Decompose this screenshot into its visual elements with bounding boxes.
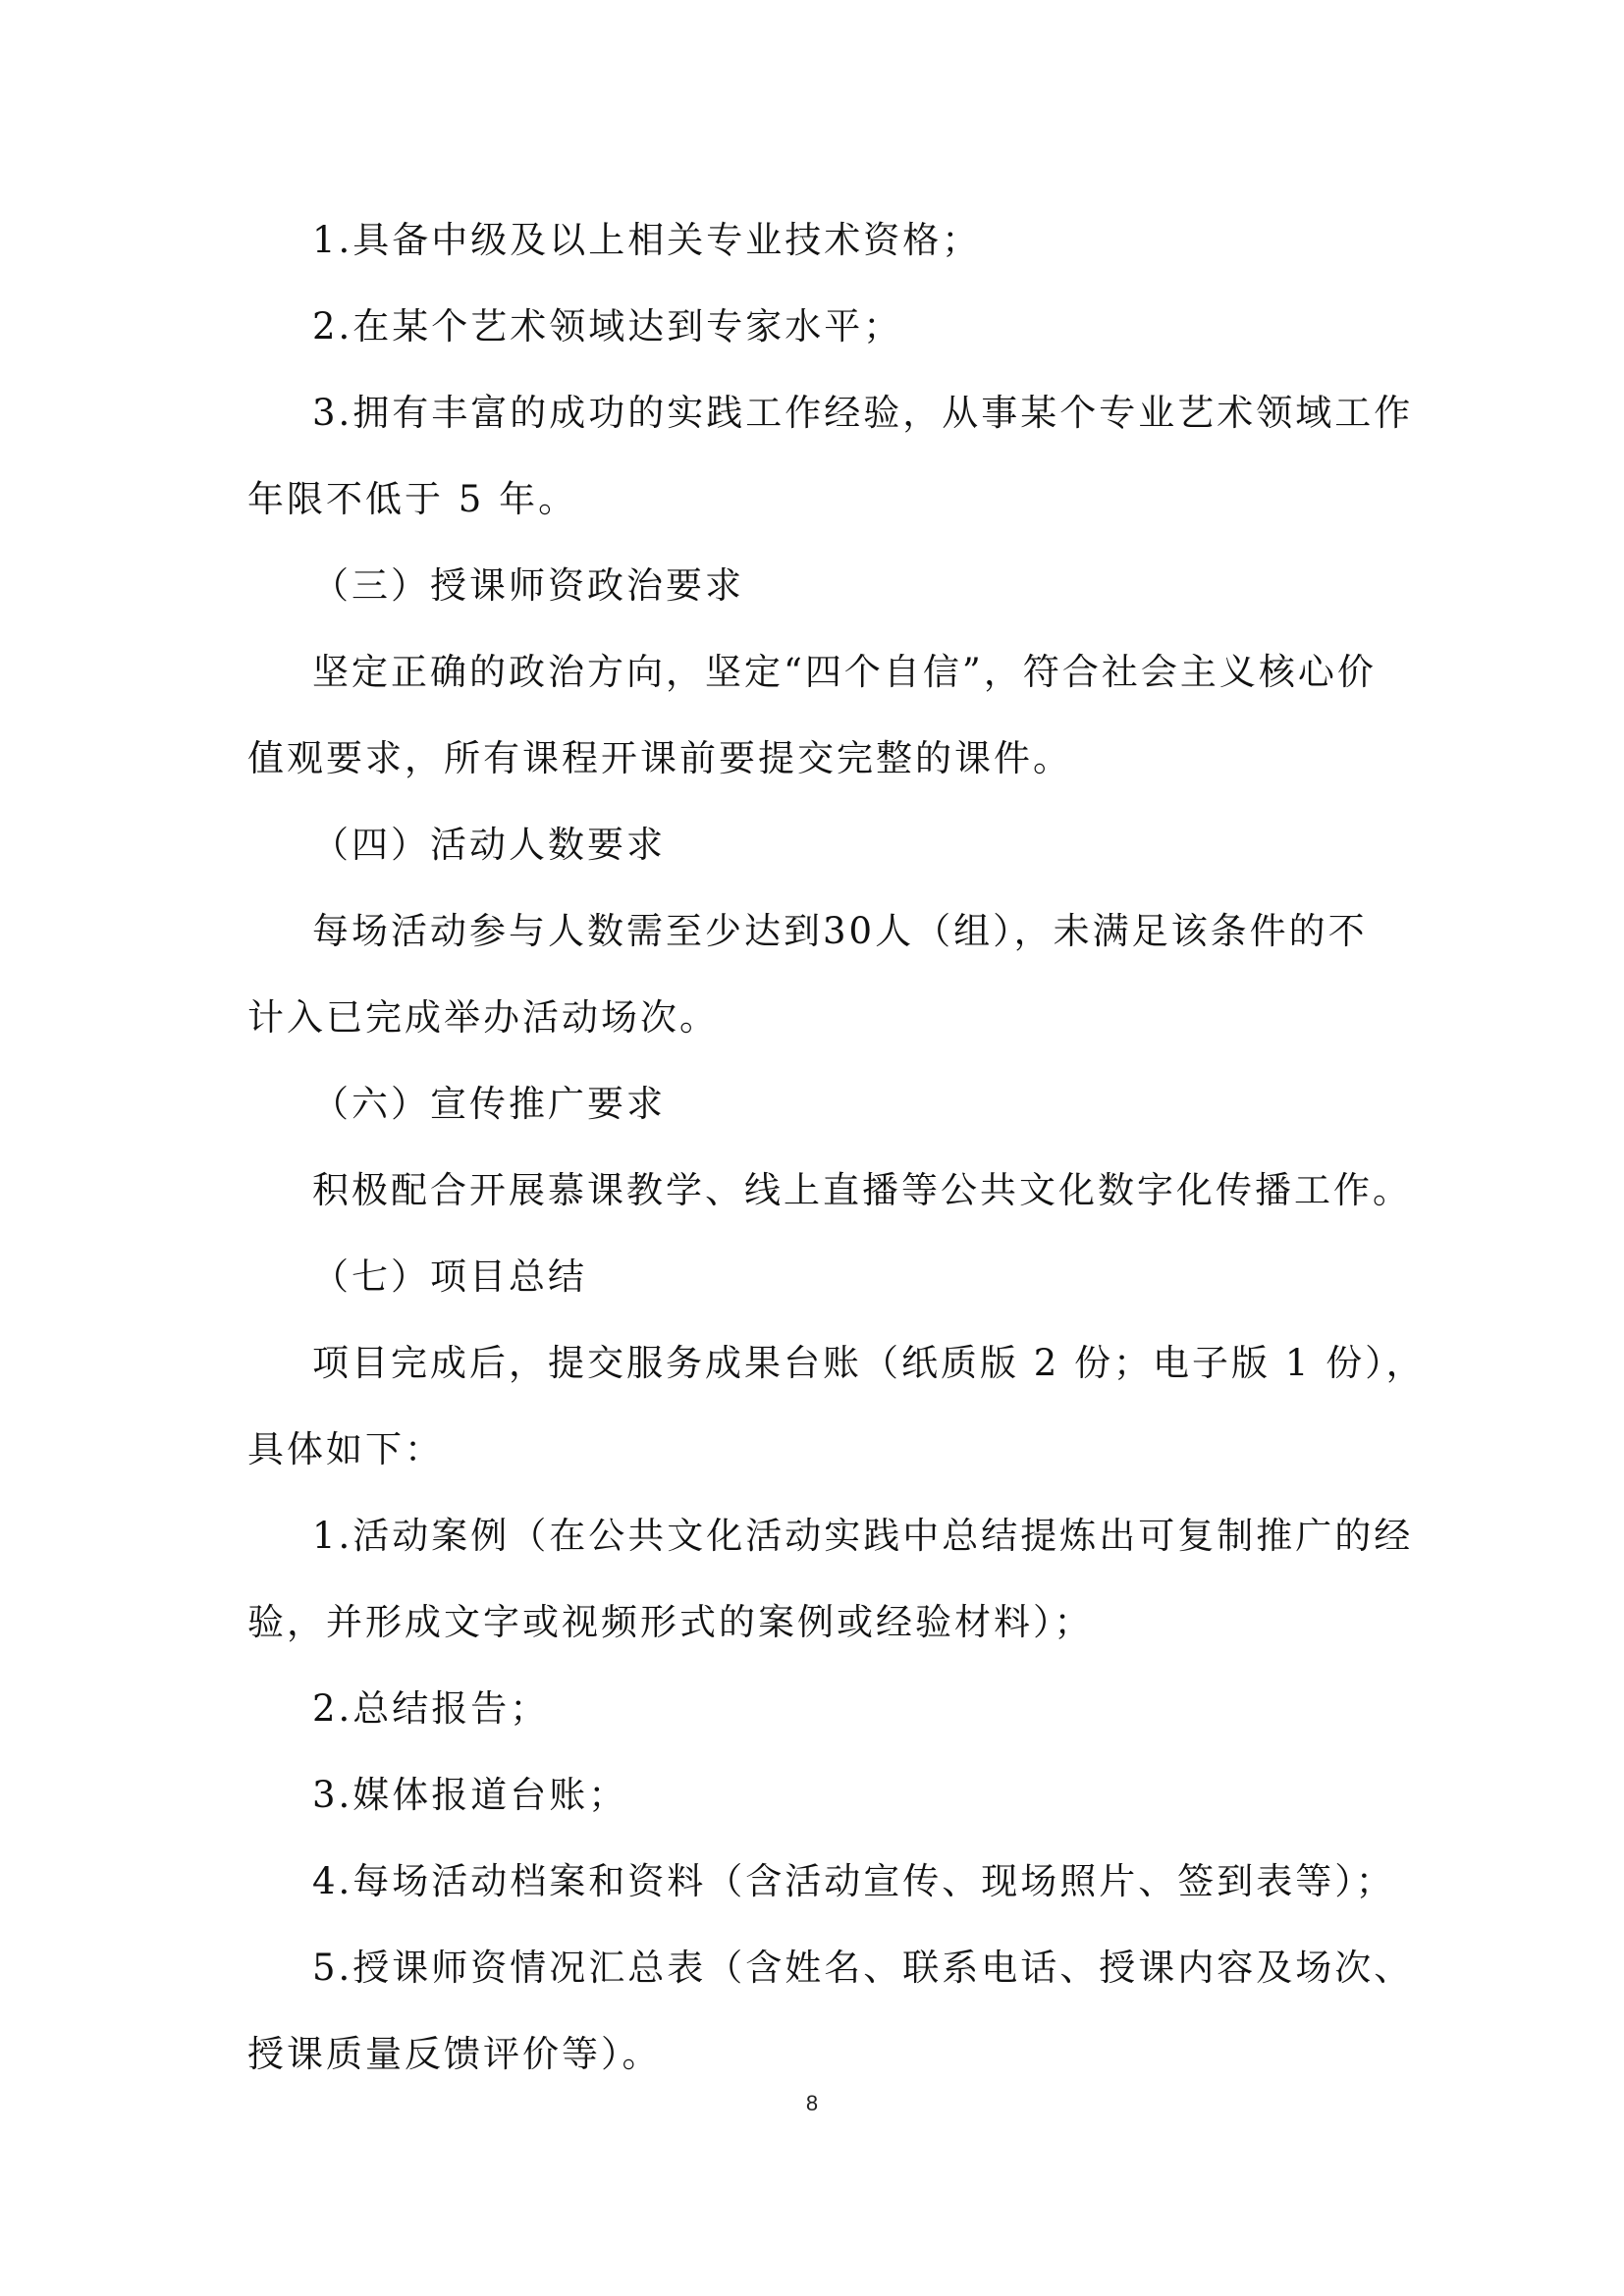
list-item-line: 授课质量反馈评价等）。 [247,2033,662,2075]
paragraph-line: 每场活动参与人数需至少达到30人（组），未满足该条件的不 [312,910,1368,952]
paragraph-line: 2.在某个艺术领域达到专家水平； [312,305,903,347]
list-item-line: 2.总结报告； [312,1687,550,1730]
paragraph-line: 年限不低于 5 年。 [247,478,578,520]
list-item-line: 1.活动案例（在公共文化活动实践中总结提炼出可复制推广的经 [312,1515,1414,1557]
section-heading: （四）活动人数要求 [312,824,666,866]
paragraph-line: 项目完成后，提交服务成果台账（纸质版 2 份；电子版 1 份）， [312,1342,1426,1384]
paragraph-line: 坚定正确的政治方向，坚定“四个自信”，符合社会主义核心价 [312,651,1377,693]
paragraph-line: 计入已完成举办活动场次。 [247,996,719,1039]
list-item-line: 3.媒体报道台账； [312,1774,628,1816]
section-heading: （三）授课师资政治要求 [312,564,744,607]
paragraph-line: 3.拥有丰富的成功的实践工作经验，从事某个专业艺术领域工作 [312,392,1414,434]
paragraph-line: 1.具备中级及以上相关专业技术资格； [312,219,982,261]
section-heading: （六）宣传推广要求 [312,1083,666,1125]
page-number: 8 [805,2091,819,2115]
list-item-line: 验，并形成文字或视频形式的案例或经验材料）； [247,1601,1094,1643]
paragraph-line: 积极配合开展慕课教学、线上直播等公共文化数字化传播工作。 [312,1169,1412,1211]
paragraph-line: 具体如下： [247,1428,444,1470]
list-item-line: 5.授课师资情况汇总表（含姓名、联系电话、授课内容及场次、 [312,1947,1414,1989]
list-item-line: 4.每场活动档案和资料（含活动宣传、现场照片、签到表等）； [312,1860,1395,1902]
paragraph-line: 值观要求，所有课程开课前要提交完整的课件。 [247,737,1072,779]
section-heading: （七）项目总结 [312,1255,587,1298]
